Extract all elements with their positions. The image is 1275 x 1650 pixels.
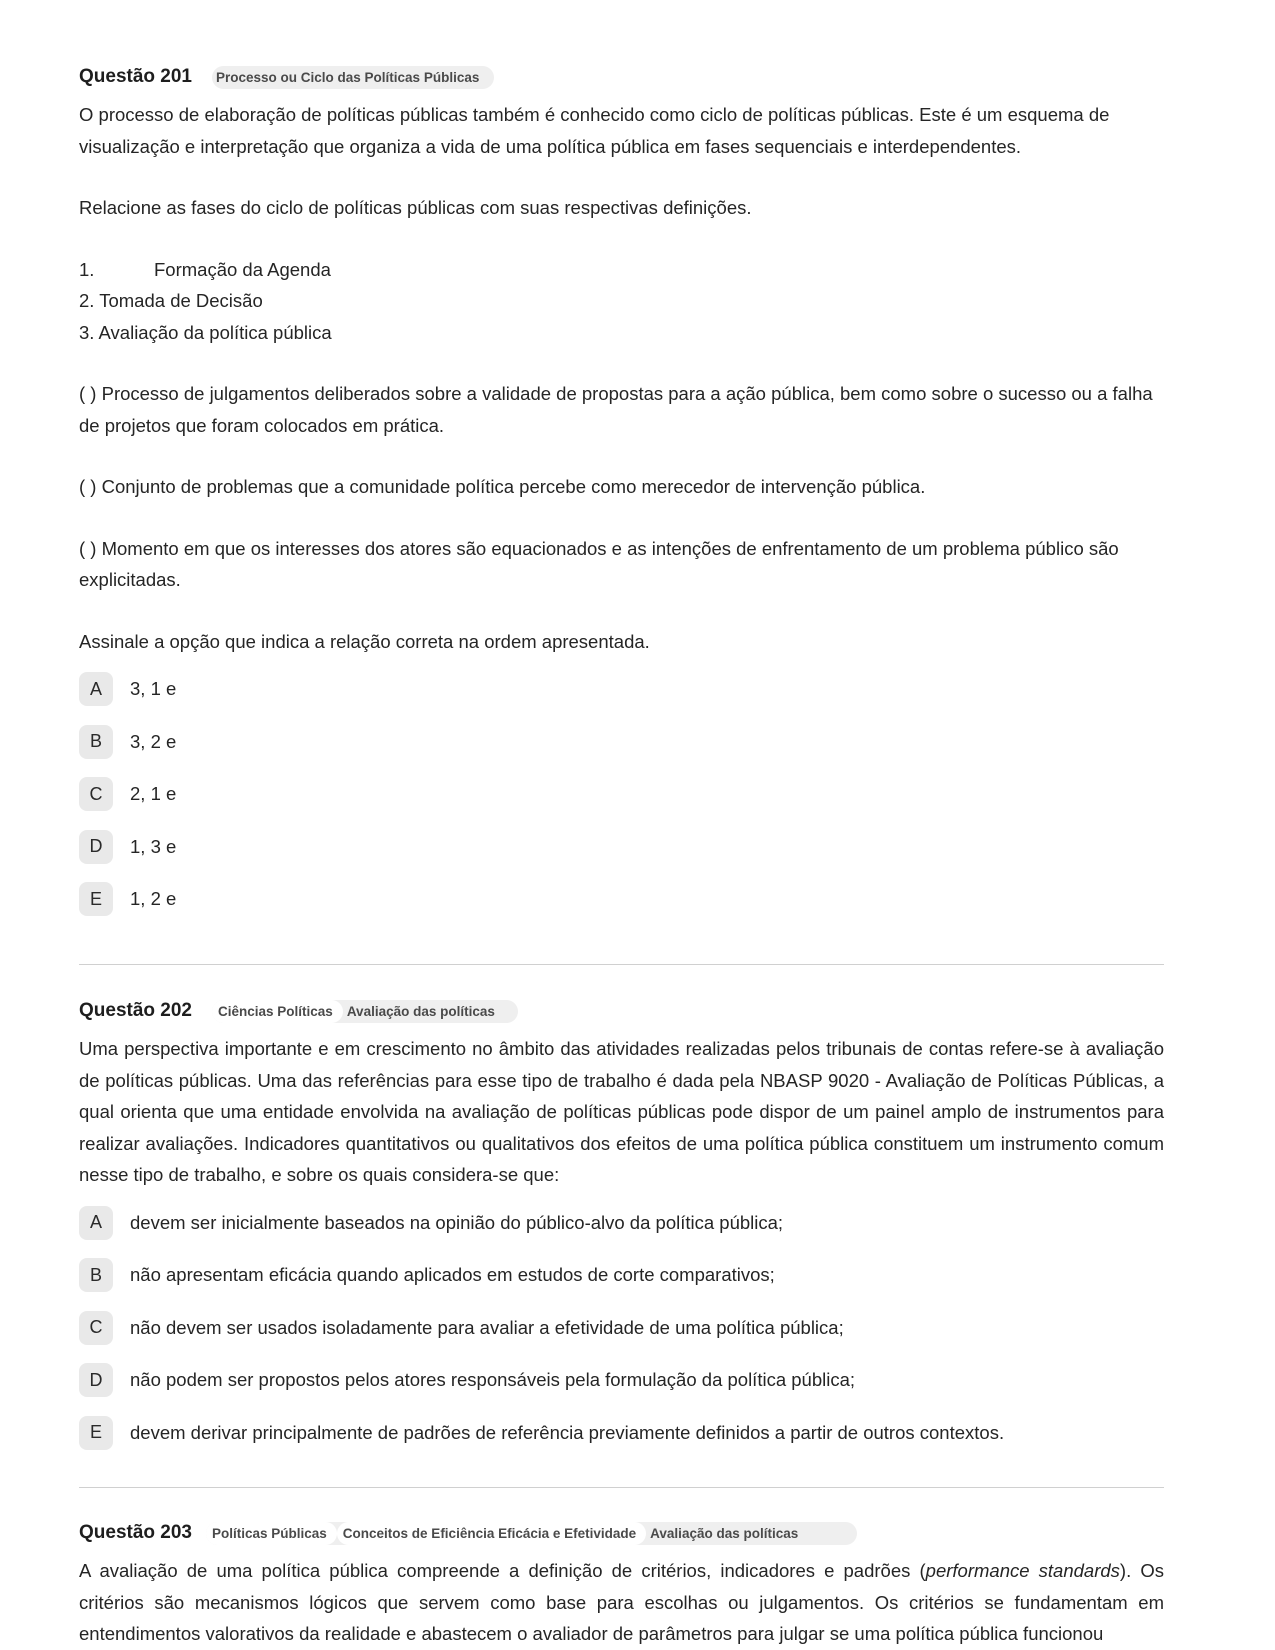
question-title: Questão 201 bbox=[79, 66, 192, 87]
option-text: não devem ser usados isoladamente para avaliar a efetividade de uma política pública; bbox=[130, 1316, 844, 1338]
question-202 bbox=[79, 996, 1164, 1459]
list-item: 2. Tomada de Decisão bbox=[79, 290, 263, 311]
question-header bbox=[79, 1518, 1164, 1548]
option-d[interactable] bbox=[79, 1354, 1164, 1407]
option-letter[interactable]: C bbox=[79, 1311, 113, 1345]
option-d[interactable] bbox=[79, 821, 1164, 874]
option-letter[interactable]: D bbox=[79, 830, 113, 864]
tag-group bbox=[206, 1522, 857, 1545]
option-a[interactable] bbox=[79, 663, 1164, 716]
tag[interactable]: Avaliação das políticas bbox=[650, 1525, 799, 1541]
option-letter[interactable]: E bbox=[79, 1416, 113, 1450]
tag-group bbox=[212, 1000, 518, 1023]
list-number: 1. bbox=[79, 258, 95, 280]
option-e[interactable] bbox=[79, 873, 1164, 926]
statement: ( ) Processo de julgamentos deliberados sobre a validade de propostas para a ação pública, bem como sobre o sucesso ou a falha de projetos que foram colocados em prática. bbox=[79, 383, 1153, 436]
option-letter[interactable]: A bbox=[79, 1206, 113, 1240]
option-letter[interactable]: E bbox=[79, 882, 113, 916]
question-intro: A avaliação de uma política pública compreende a definição de critérios, indicadores e padrões (performance standards). Os critérios são mecanismos lógicos que servem como base para escolhas ou julgamentos. Os critérios se fundamentam em entendimentos valorativos da realidade e abastecem o avaliador de parâmetros para julgar se uma política pública funcionou bbox=[79, 1560, 1164, 1644]
option-letter[interactable]: A bbox=[79, 672, 113, 706]
option-text: não apresentam eficácia quando aplicados em estudos de corte comparativos; bbox=[130, 1264, 775, 1286]
question-intro: O processo de elaboração de políticas públicas também é conhecido como ciclo de políticas públicas. Este é um esquema de visualização e interpretação que organiza a vida de uma política pública em fases sequenciais e interdependentes. bbox=[79, 104, 1110, 157]
question-203 bbox=[79, 1518, 1164, 1650]
question-title: Questão 203 bbox=[79, 1522, 192, 1543]
option-letter[interactable]: C bbox=[79, 777, 113, 811]
list-item: 3. Avaliação da política pública bbox=[79, 321, 332, 343]
options-list bbox=[79, 663, 1164, 926]
option-text: 1, 3 e bbox=[130, 835, 177, 857]
list-item: 1. Formação da Agenda bbox=[79, 254, 1164, 286]
option-b[interactable] bbox=[79, 1249, 1164, 1302]
option-text: 1, 2 e bbox=[130, 888, 177, 910]
question-201 bbox=[79, 62, 1164, 926]
tag[interactable]: Avaliação das políticas bbox=[346, 1003, 495, 1019]
options-list bbox=[79, 1197, 1164, 1460]
option-text: 2, 1 e bbox=[130, 783, 177, 805]
question-title: Questão 202 bbox=[79, 1000, 192, 1021]
option-text: não podem ser propostos pelos atores responsáveis pela formulação da política pública; bbox=[130, 1369, 856, 1391]
question-prompt: Assinale a opção que indica a relação correta na ordem apresentada. bbox=[79, 630, 650, 652]
tag[interactable]: Processo ou Ciclo das Políticas Públicas bbox=[216, 69, 480, 85]
option-text: 3, 2 e bbox=[130, 730, 177, 752]
option-c[interactable] bbox=[79, 768, 1164, 821]
question-instruction: Relacione as fases do ciclo de políticas públicas com suas respectivas definições. bbox=[79, 197, 752, 218]
option-text: 3, 1 e bbox=[130, 678, 177, 700]
tag[interactable]: Ciências Políticas bbox=[212, 1000, 343, 1023]
question-intro: Uma perspectiva importante e em crescimento no âmbito das atividades realizadas pelos tribunais de contas refere-se à avaliação de políticas públicas. Uma das referências para esse tipo de trabalho é dada pela NBASP 9020 - Avaliação de Políticas Públicas, a qual orienta que uma entidade envolvida na avaliação de políticas públicas pode dispor de um painel amplo de instrumentos para realizar avaliações. Indicadores quantitativos ou qualitativos dos efeitos de uma política pública constituem um instrumento comum nesse tipo de trabalho, e sobre os quais considera-se que: bbox=[79, 1038, 1164, 1185]
divider bbox=[79, 964, 1164, 965]
tag-group bbox=[212, 66, 494, 89]
option-letter[interactable]: B bbox=[79, 1258, 113, 1292]
tag[interactable]: Conceitos de Eficiência Eficácia e Efetividade bbox=[337, 1522, 646, 1545]
option-letter[interactable]: D bbox=[79, 1363, 113, 1397]
statement: ( ) Conjunto de problemas que a comunidade política percebe como merecedor de intervenção pública. bbox=[79, 476, 926, 497]
option-text: devem ser inicialmente baseados na opinião do público-alvo da política pública; bbox=[130, 1211, 784, 1233]
divider bbox=[79, 1487, 1164, 1488]
option-letter[interactable]: B bbox=[79, 725, 113, 759]
statement: ( ) Momento em que os interesses dos atores são equacionados e as intenções de enfrentamento de um problema público são explicitadas. bbox=[79, 537, 1119, 590]
option-text: devem derivar principalmente de padrões de referência previamente definidos a partir de outros contextos. bbox=[130, 1421, 1005, 1443]
question-header bbox=[79, 996, 1164, 1026]
option-c[interactable] bbox=[79, 1302, 1164, 1355]
option-a[interactable] bbox=[79, 1197, 1164, 1250]
option-e[interactable] bbox=[79, 1407, 1164, 1460]
phase-list bbox=[79, 254, 1164, 349]
tag[interactable]: Políticas Públicas bbox=[206, 1522, 337, 1545]
question-header bbox=[79, 62, 1164, 92]
option-b[interactable] bbox=[79, 716, 1164, 769]
